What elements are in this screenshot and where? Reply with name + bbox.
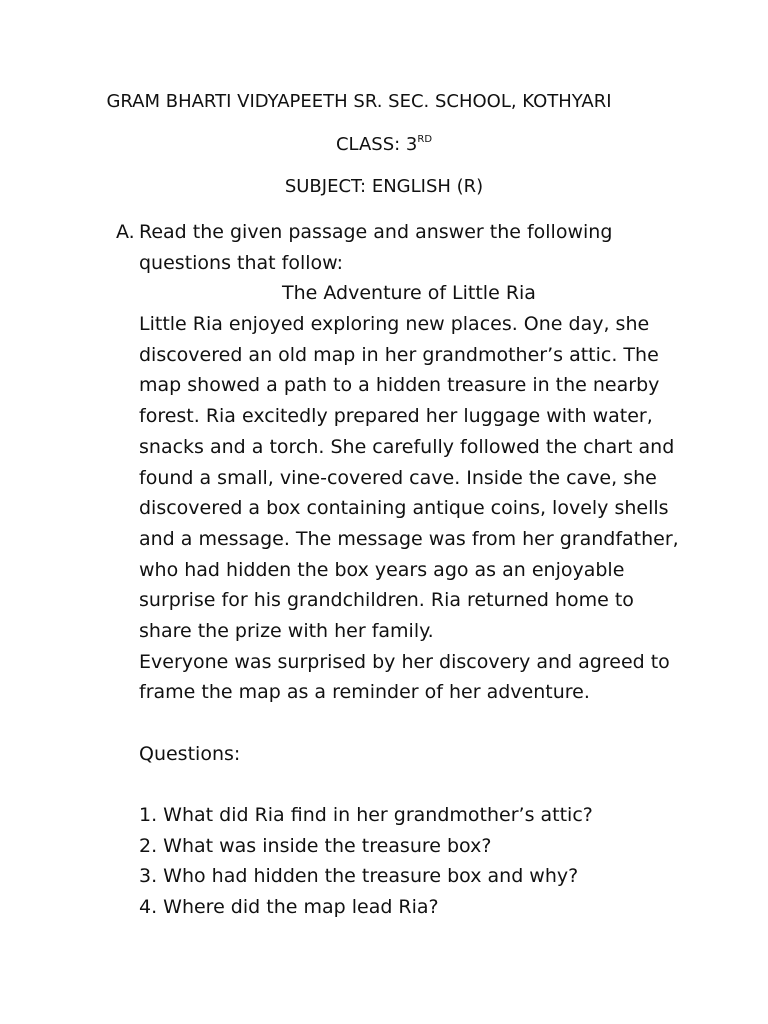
passage-line: who had hidden the box years ago as an enjoyable bbox=[139, 558, 625, 581]
passage-line: map showed a path to a hidden treasure in the nearby bbox=[139, 374, 660, 397]
blank-line bbox=[139, 769, 699, 800]
question-item: 1. What did Ria find in her grandmother’s attic? bbox=[139, 804, 593, 827]
instruction-line: questions that follow: bbox=[139, 251, 344, 274]
passage-title: The Adventure of Little Ria bbox=[282, 282, 536, 305]
passage-line: snacks and a torch. She carefully followed the chart and bbox=[139, 435, 675, 458]
questions-heading: Questions: bbox=[139, 742, 241, 765]
class-heading bbox=[0, 133, 768, 157]
passage-line: found a small, vine-covered cave. Inside the cave, she bbox=[139, 466, 657, 489]
passage-line: Little Ria enjoyed exploring new places. One day, she bbox=[139, 313, 650, 336]
passage-line: and a message. The message was from her grandfather, bbox=[139, 527, 679, 550]
class-ordinal-suffix: RD bbox=[417, 134, 433, 145]
school-name: GRAM BHARTI VIDYAPEETH SR. SEC. SCHOOL, KOTHYARI bbox=[106, 91, 612, 112]
section-marker: A. bbox=[116, 221, 135, 243]
question-item: 4. Where did the map lead Ria? bbox=[139, 896, 439, 919]
passage-line: surprise for his grandchildren. Ria returned home to bbox=[139, 589, 634, 612]
passage-line: forest. Ria excitedly prepared her luggage with water, bbox=[139, 405, 653, 428]
passage-line: Everyone was surprised by her discovery and agreed to bbox=[139, 650, 670, 673]
passage-line: frame the map as a reminder of her adventure. bbox=[139, 681, 590, 704]
subject-heading: SUBJECT: ENGLISH (R) bbox=[284, 176, 484, 197]
class-label: CLASS: 3 bbox=[335, 134, 418, 155]
question-item: 2. What was inside the treasure box? bbox=[139, 834, 492, 857]
passage-line: share the prize with her family. bbox=[139, 619, 434, 642]
question-item: 3. Who had hidden the treasure box and why? bbox=[139, 865, 579, 888]
passage-line: discovered an old map in her grandmother’s attic. The bbox=[139, 343, 659, 366]
blank-line bbox=[139, 708, 699, 739]
instruction-line: Read the given passage and answer the following bbox=[139, 221, 613, 243]
section-body bbox=[139, 217, 699, 923]
passage-line: discovered a box containing antique coins, lovely shells bbox=[139, 497, 669, 520]
